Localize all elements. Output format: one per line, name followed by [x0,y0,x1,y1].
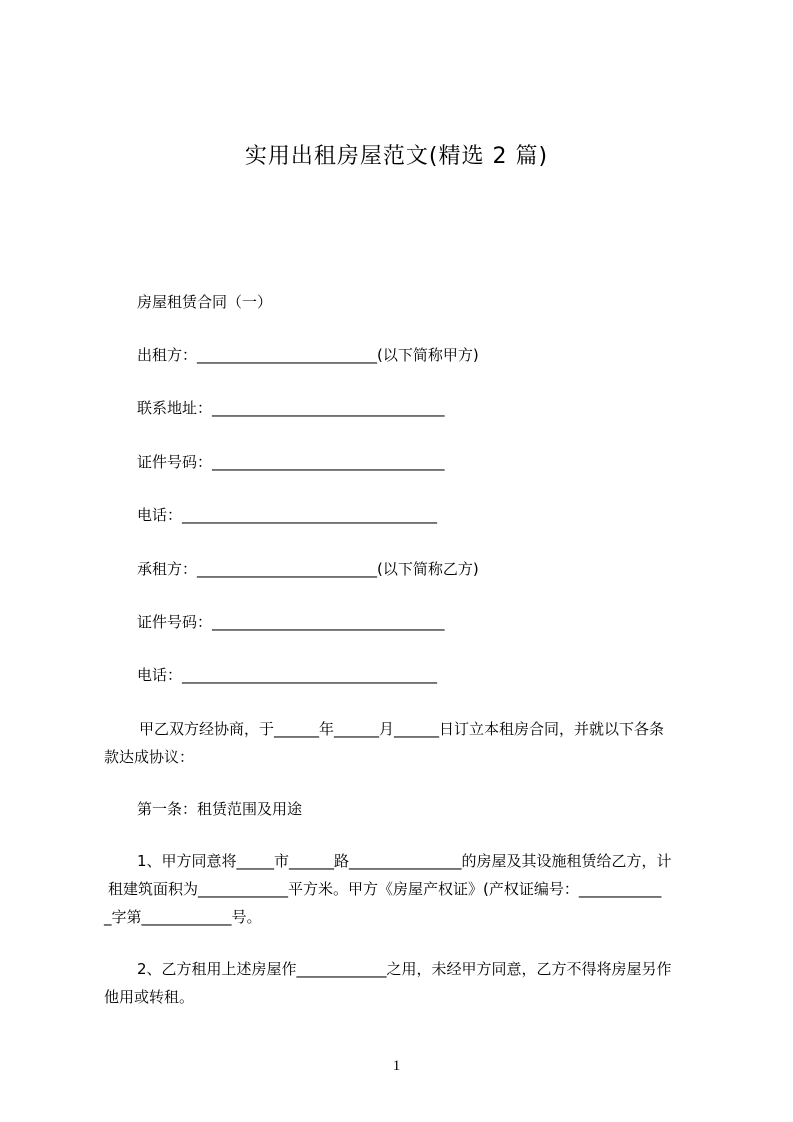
phone-field-lessee: 电话：__________________________________ [137,666,438,684]
phone-field-lessor: 电话：__________________________________ [137,506,438,524]
lessor-field: 出租方：________________________(以下简称甲方) [137,346,479,364]
id-number-field-lessee: 证件号码：_______________________________ [137,613,445,631]
clause-1-line3: _字第____________号。 [104,908,262,926]
article-1-heading: 第一条：租赁范围及用途 [137,800,303,818]
contact-address-field: 联系地址：_______________________________ [137,399,445,417]
section-heading: 房屋租赁合同（一） [137,293,273,311]
id-number-field-lessor: 证件号码：_______________________________ [137,453,445,471]
agreement-intro-line1: 甲乙双方经协商，于______年______月______日订立本租房合同，并就以下各条 [139,720,665,738]
clause-2-line1: 2、乙方租用上述房屋作____________之用，未经甲方同意，乙方不得将房屋另作 [137,960,672,978]
clause-1-line1: 1、甲方同意将_____市______路_______________的房屋及其设施租赁给乙方，计 [137,852,672,870]
page-number: 1 [392,1058,401,1074]
agreement-intro-line2: 款达成协议： [104,748,195,766]
clause-1-line2: 租建筑面积为____________平方米。甲方《房屋产权证》(产权证编号：___________ [108,880,662,898]
document-title: 实用出租房屋范文(精选 2 篇) [244,144,549,169]
clause-2-line2: 他用或转租。 [104,988,195,1006]
lessee-field: 承租方：________________________(以下简称乙方) [137,560,479,578]
